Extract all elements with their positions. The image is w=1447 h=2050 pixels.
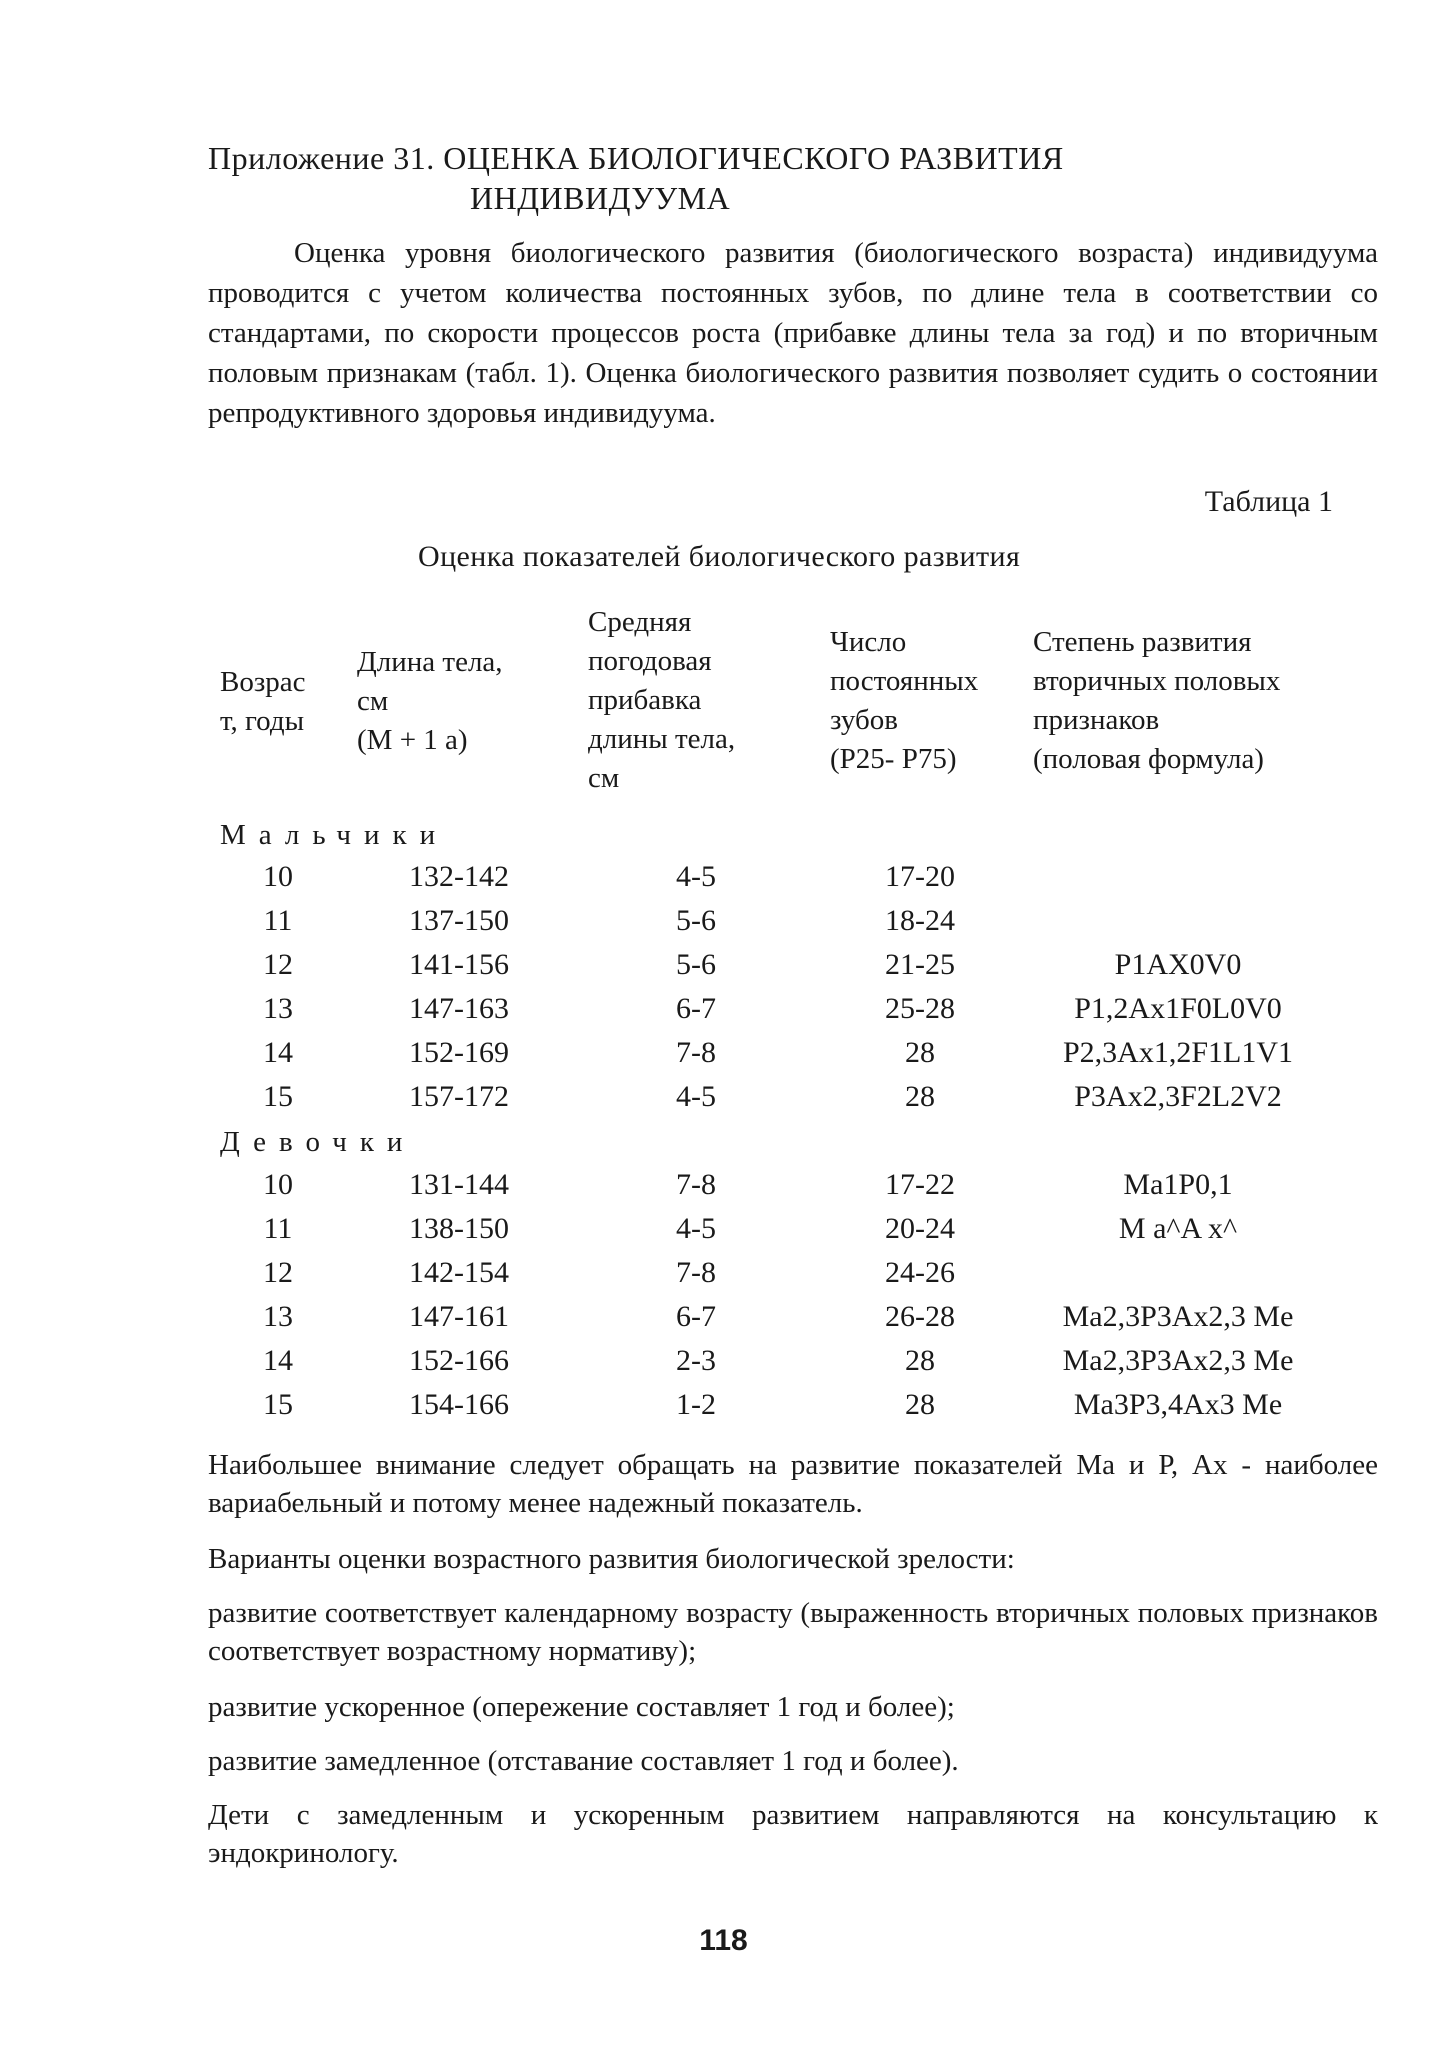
appendix-heading [208,138,1308,218]
cell-length: 142-154 [409,1256,509,1289]
cell-length: 147-163 [409,992,509,1025]
cell-teeth: 28 [905,1388,935,1421]
variant-accelerated: развитие ускоренное (опережение составляет 1 год и более); [208,1691,955,1723]
header-teeth-text: Число постоянных зубов (P25- P75) [830,626,979,775]
cell-teeth: 26-28 [885,1300,955,1333]
table-row [0,1031,1447,1075]
cell-formula: P1AX0V0 [1114,948,1242,981]
cell-gain: 4-5 [676,1212,716,1245]
cell-formula: Ma2,3P3Ax2,3 Me [1062,1344,1294,1377]
cell-length: 152-166 [409,1344,509,1377]
cell-formula: Ma3P3,4Ax3 Me [1073,1388,1283,1421]
cell-age: 15 [263,1388,293,1421]
cell-gain: 1-2 [676,1388,716,1421]
group-label-girls: Девочки [220,1126,416,1158]
variant-normal: развитие соответствует календарному возрасту (выраженность вторичных половых признаков соответствует возрастному нормативу); [208,1597,1378,1667]
cell-gain: 4-5 [676,860,716,893]
table-title: Оценка показателей биологического развития [418,540,1021,573]
cell-age: 12 [263,948,293,981]
cell-length: 152-169 [409,1036,509,1069]
cell-teeth: 25-28 [885,992,955,1025]
page-number: 118 [699,1924,748,1957]
heading-line-2: ИНДИВИДУУМА [470,180,731,216]
cell-age: 13 [263,1300,293,1333]
cell-teeth: 28 [905,1080,935,1113]
cell-teeth: 28 [905,1036,935,1069]
heading-line-1: Приложение 31. ОЦЕНКА БИОЛОГИЧЕСКОГО РАЗВИТИЯ [208,140,1064,176]
cell-formula: Ma1P0,1 [1123,1168,1233,1201]
note-paragraph: Наибольшее внимание следует обращать на развитие показателей Ма и Р, Ах - наиболее вариабельный и потому менее надежный показатель. [208,1449,1378,1519]
cell-age: 10 [263,1168,293,1201]
cell-length: 132-142 [409,860,509,893]
cell-formula: P2,3Ax1,2F1L1V1 [1062,1036,1294,1069]
cell-age: 11 [263,1212,293,1245]
cell-formula: Ma2,3P3Ax2,3 Me [1062,1300,1294,1333]
cell-length: 141-156 [409,948,509,981]
intro-paragraph: Оценка уровня биологического развития (биологического возраста) индивидуума проводится с учетом количества постоянных зубов, по длине тела в соответствии со стандартами, по скорости процессов роста (прибавке длины тела за год) и по вторичным половым признакам (табл. 1). Оценка биологического развития позволяет судить о состоянии репродуктивного здоровья индивидуума. [208,237,1378,429]
group-label-boys: Мальчики [220,819,449,851]
header-formula: Степень развития вторичных половых признаков (половая формула) [1033,626,1281,775]
table-row [0,1163,1447,1207]
header-length: Длина тела, см (М + 1 а) [357,646,503,756]
cell-length: 138-150 [409,1212,509,1245]
referral-paragraph: Дети с замедленным и ускоренным развитием направляются на консультацию к эндокринологу. [208,1799,1378,1869]
header-gain: Средняя погодовая прибавка длины тела, см [588,606,736,794]
cell-age: 11 [263,904,293,937]
table-row [0,987,1447,1031]
cell-gain: 6-7 [676,992,716,1025]
cell-age: 14 [263,1036,293,1069]
table-number: Таблица 1 [1204,485,1333,518]
cell-teeth: 20-24 [885,1212,955,1245]
table-row [0,899,1447,943]
cell-gain: 5-6 [676,948,716,981]
cell-length: 147-161 [409,1300,509,1333]
variant-delayed: развитие замедленное (отставание составляет 1 год и более). [208,1745,959,1777]
table-row [0,1295,1447,1339]
header-age: Возрас т, годы [220,666,306,737]
table-row [0,1075,1447,1119]
table-row [0,943,1447,987]
cell-formula: P1,2Ax1F0L0V0 [1074,992,1282,1025]
cell-age: 13 [263,992,293,1025]
header-teeth [830,623,1030,779]
cell-age: 12 [263,1256,293,1289]
cell-length: 157-172 [409,1080,509,1113]
table-row [0,1383,1447,1427]
cell-teeth: 28 [905,1344,935,1377]
cell-gain: 2-3 [676,1344,716,1377]
variants-intro: Варианты оценки возрастного развития биологической зрелости: [208,1543,1015,1575]
cell-formula: P3Ax2,3F2L2V2 [1074,1080,1282,1113]
cell-gain: 6-7 [676,1300,716,1333]
cell-age: 14 [263,1344,293,1377]
cell-teeth: 24-26 [885,1256,955,1289]
cell-length: 131-144 [409,1168,509,1201]
cell-age: 15 [263,1080,293,1113]
table-row [0,855,1447,899]
cell-teeth: 21-25 [885,948,955,981]
cell-gain: 7-8 [676,1256,716,1289]
cell-gain: 5-6 [676,904,716,937]
cell-teeth: 17-22 [885,1168,955,1201]
table-row [0,1207,1447,1251]
cell-gain: 7-8 [676,1036,716,1069]
cell-formula: M a^A x^ [1118,1212,1238,1245]
cell-gain: 4-5 [676,1080,716,1113]
cell-gain: 7-8 [676,1168,716,1201]
cell-length: 154-166 [409,1388,509,1421]
cell-age: 10 [263,860,293,893]
table-row [0,1339,1447,1383]
cell-teeth: 18-24 [885,904,955,937]
cell-length: 137-150 [409,904,509,937]
cell-teeth: 17-20 [885,860,955,893]
table-row [0,1251,1447,1295]
